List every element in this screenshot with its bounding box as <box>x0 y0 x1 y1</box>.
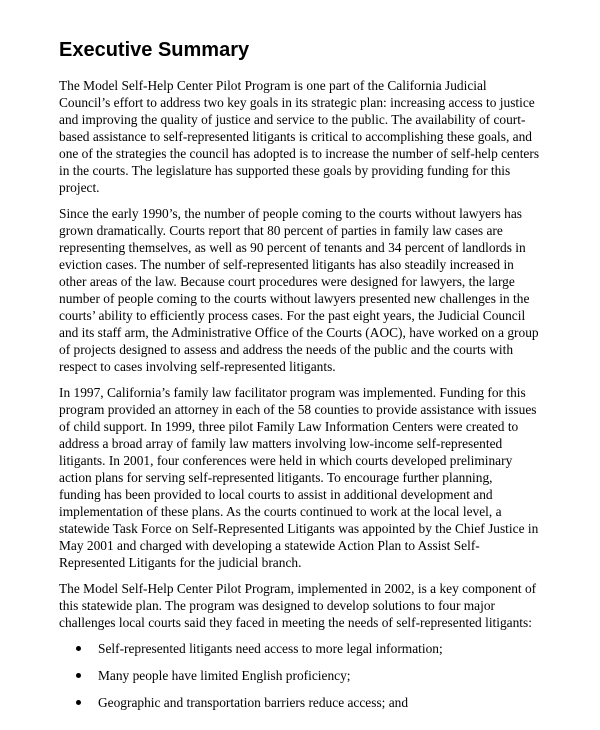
bullet-icon <box>76 700 81 705</box>
list-item-text: Geographic and transportation barriers reduce access; and <box>98 695 409 710</box>
paragraph-history: Since the early 1990’s, the number of people coming to the courts without lawyers has grown dramatically. Courts report that 80 percent of parties in family law cases are representing themselves, as well as 90 percent of tenants and 34 percent of landlords in eviction cases. The number of self-represented litigants has also steadily increased in other areas of the law. Because court procedures were designed for lawyers, the large number of people coming to the courts without lawyers presented new challenges in the courts’ ability to efficiently process cases. For the past eight years, the Judicial Council and its staff arm, the Administrative Office of the Courts (AOC), have worked on a group of projects designed to assess and address the needs of the public and the courts with respect to cases involving self-represented litigants. <box>59 206 539 374</box>
bullet-icon <box>76 673 81 678</box>
paragraph-intro: The Model Self-Help Center Pilot Program is one part of the California Judicial Council’s effort to address two key goals in its strategic plan: increasing access to justice and improving the quality of justice and service to the public. The availability of court- based assistance to self-represented litigants is critical to accomplishing these goals, and one of the strategies the council has adopted is to increase the number of self-help centers in the courts. The legislature has supported these goals by providing funding for this project. <box>59 78 540 195</box>
paragraph-programs: In 1997, California’s family law facilitator program was implemented. Funding for this program provided an attorney in each of the 58 counties to provide assistance with issues of child support. In 1999, three pilot Family Law Information Centers were created to address a broad array of family law matters involving low-income self-represented litigants. In 2001, four conferences were held in which courts developed preliminary action plans for serving self-represented litigants. To encourage further planning, funding has been provided to local courts to assist in additional development and implementation of these plans. As the courts continued to work at the local level, a statewide Task Force on Self-Represented Litigants was appointed by the Chief Justice in May 2001 and charged with developing a statewide Action Plan to Assist Self- Represented Litigants for the judicial branch. <box>59 385 539 570</box>
challenges-list <box>59 640 547 711</box>
list-item-text: Many people have limited English proficiency; <box>98 668 351 683</box>
list-item <box>59 667 547 684</box>
list-item <box>59 694 547 711</box>
bullet-icon <box>76 646 81 651</box>
list-item <box>59 640 547 657</box>
paragraph-pilot: The Model Self-Help Center Pilot Program, implemented in 2002, is a key component of this statewide plan. The program was designed to develop solutions to four major challenges local courts said they faced in meeting the needs of self-represented litigants: <box>59 581 537 630</box>
document-body <box>59 77 547 721</box>
page-title: Executive Summary <box>59 39 250 61</box>
list-item-text: Self-represented litigants need access to more legal information; <box>98 641 443 656</box>
